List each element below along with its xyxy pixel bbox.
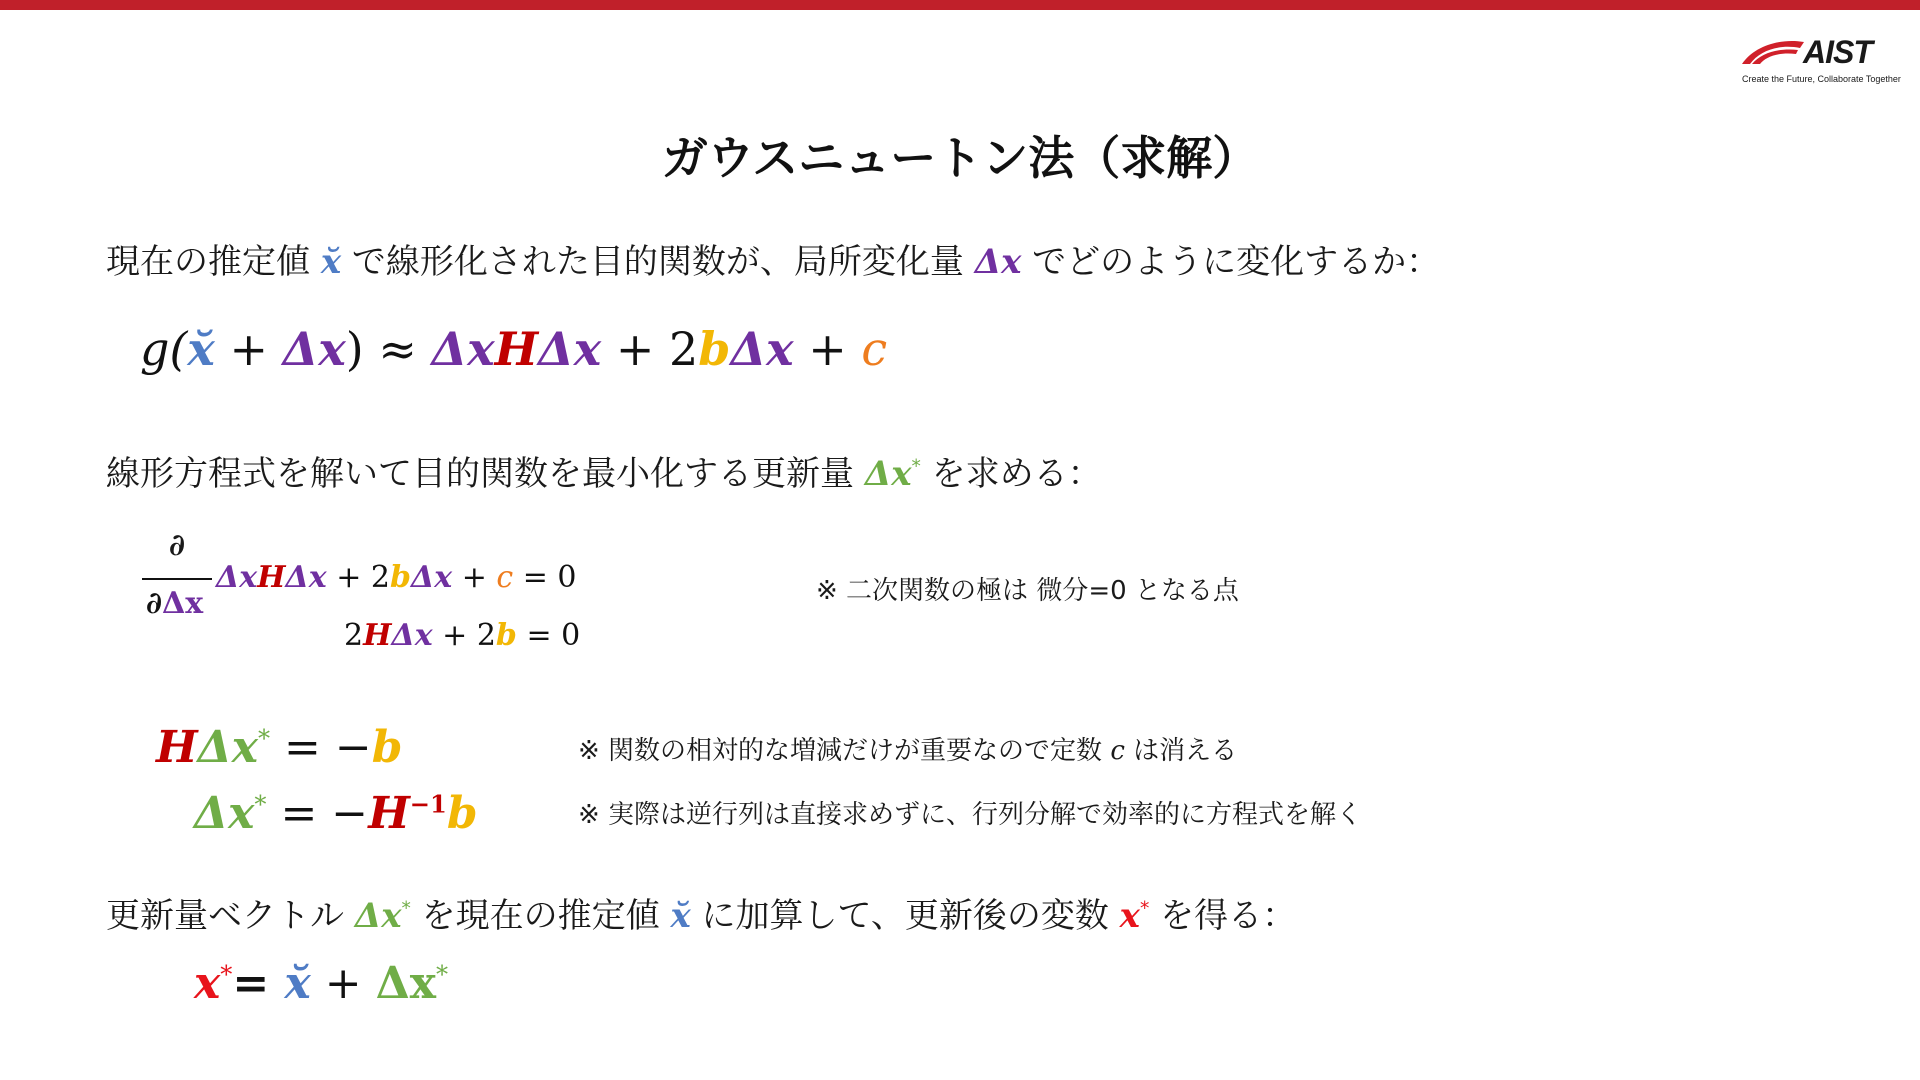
d-t2: H [257,560,286,595]
d-t4: + 2 [326,560,390,595]
intro-after: でどのように変化するか： [1021,242,1441,282]
l2-dx: Δx [391,618,433,653]
eq1-dx2: Δx [431,322,495,376]
solve-text [106,446,1102,495]
eq1-plus2: + 2 [601,322,699,376]
r1-dx: Δx [197,722,258,773]
solution-note: ※ 実際は逆行列は直接求めずに、行列分解で効率的に方程式を解く [578,800,1363,830]
d-t8: c [496,560,514,595]
dx-symbol: Δx [974,242,1022,282]
g-func: g( [140,322,188,376]
update-middle2: に加算して、更新後の変数 [690,896,1120,936]
r1-note-b: は消える [1124,736,1238,766]
d-t1: Δx [216,560,258,595]
aist-swoosh-icon [1740,38,1806,68]
r1-star: * [257,724,271,753]
r1-b: b [371,722,403,773]
f-star: * [220,960,233,989]
update-x: x [1119,896,1140,936]
derivative-result-equation [344,618,580,653]
aist-logo [1740,34,1901,90]
eq1-c: c [861,322,888,376]
eq1-dx4: Δx [730,322,794,376]
fraction-bar [142,578,212,580]
f-dx-star: * [435,960,449,989]
d-t9: = 0 [513,560,577,595]
normal-equation-note [578,730,1237,767]
solve-after: を求める： [920,454,1102,494]
update-xbar: x̆ [670,896,691,936]
d-t7: + [452,560,497,595]
update-before: 更新量ベクトル [106,896,355,936]
eq1-dx: Δx [282,322,346,376]
eq1-H: H [494,322,539,376]
eq1-b: b [698,322,731,376]
eq1-approx: ) ≈ [345,322,432,376]
r1-note-a: ※ 関数の相対的な増減だけが重要なので定数 [578,736,1111,766]
derivative-numerator: ∂ [168,528,186,563]
d-t6: Δx [410,560,453,595]
update-equation [194,958,448,1009]
r1-eq: = − [270,722,372,773]
xbar-symbol: x̆ [320,242,342,282]
r2-dx: Δx [194,788,255,839]
eq1-plus3: + [793,322,862,376]
update-after: を得る： [1149,896,1297,936]
update-text [106,888,1296,937]
d-t5: b [390,560,411,595]
solve-dx: Δx [864,454,912,494]
solution-equation [194,788,478,839]
intro-text [106,234,1440,283]
den-partial: ∂ [146,586,163,621]
r2-inverse: −1 [409,789,447,819]
derivative-equation [216,560,576,595]
solve-before: 線形方程式を解いて目的関数を最小化する更新量 [106,454,865,494]
objective-approximation-equation [140,322,887,376]
top-accent-bar [0,0,1920,10]
l2-b: b [495,618,517,653]
update-x-star: * [1139,898,1150,920]
logo-tagline: Create the Future, Collaborate Together [1742,74,1901,84]
f-xbar: x̆ [284,958,311,1009]
normal-equation [156,722,403,773]
update-middle1: を現在の推定値 [410,896,671,936]
eq1-plus1: + [214,322,283,376]
update-dx: Δx [354,896,402,936]
slide-title: ガウスニュートン法（求解） [661,131,1259,185]
derivative-denominator [146,586,203,621]
d-t3: Δx [285,560,327,595]
r2-H: H [368,788,410,839]
r1-H: H [156,722,198,773]
derivative-note: ※ 二次関数の極は 微分=0 となる点 [816,576,1239,606]
r2-eq: = − [266,788,369,839]
r2-star: * [254,790,267,819]
l2-H: H [363,618,392,653]
f-eq: = [232,958,285,1009]
intro-middle: で線形化された目的関数が、局所変化量 [341,242,975,282]
intro-before: 現在の推定値 [106,242,321,282]
eq1-xbar: x̆ [187,322,215,376]
den-dx: Δx [162,586,204,621]
l2-end: = 0 [516,618,581,653]
l2-a: 2 [344,618,364,653]
l2-plus: + 2 [432,618,496,653]
f-x: x [194,958,221,1009]
eq1-dx3: Δx [538,322,602,376]
r1-note-c: c [1110,736,1125,766]
r2-b: b [446,788,478,839]
logo-text: AIST [1803,34,1872,70]
f-plus: + [310,958,376,1009]
f-dx: Δx [375,958,436,1009]
update-dx-star: * [401,898,411,920]
solve-star: * [911,456,921,478]
